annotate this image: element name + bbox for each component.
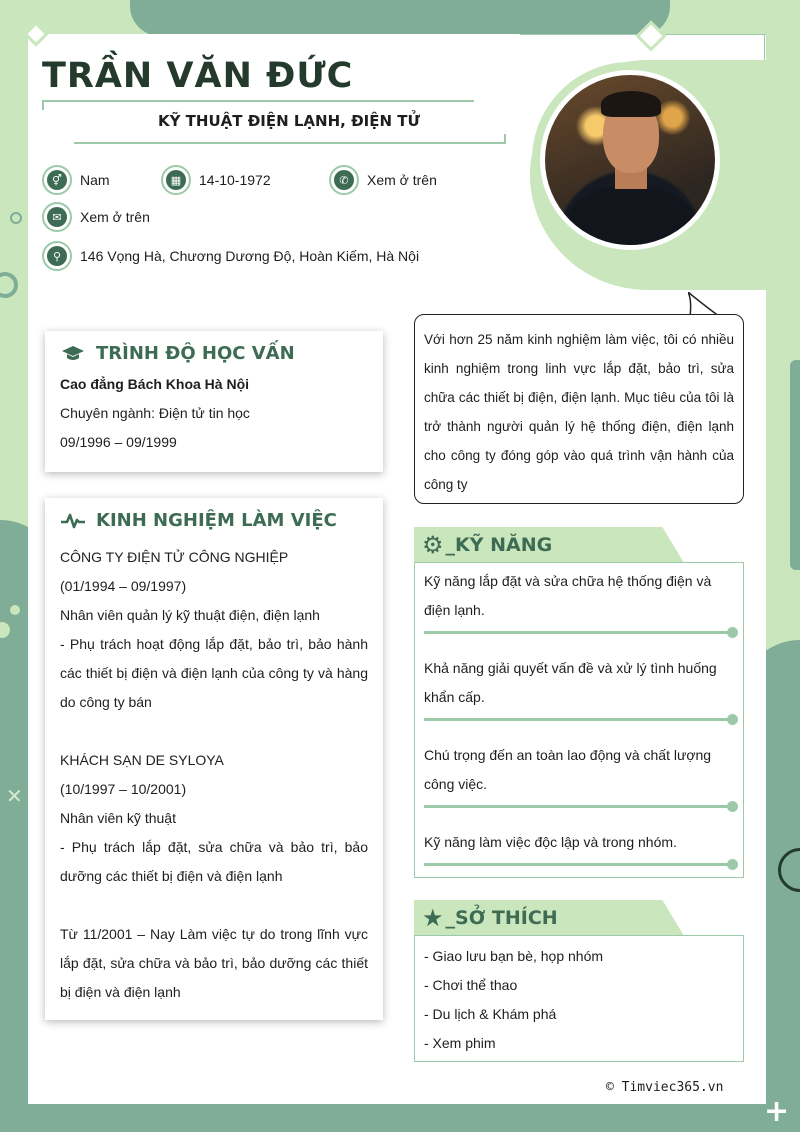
footer-watermark: © Timviec365.vn xyxy=(606,1080,724,1095)
skill-item xyxy=(424,567,734,634)
gear-icon: ⚙ xyxy=(422,531,444,559)
freelance-description: Từ 11/2001 – Nay Làm việc tự do trong lĩnh vực lắp đặt, sửa chữa và bảo trì, bảo dưỡng các thiết bị điện và điện lạnh xyxy=(60,926,368,1000)
skill-bar xyxy=(424,805,734,808)
skill-label: Khả năng giải quyết vấn đề và xử lý tình huống khẩn cấp. xyxy=(424,660,717,705)
phone-value: Xem ở trên xyxy=(367,172,437,188)
experience-heading-text: KINH NGHIỆM LÀM VIỆC xyxy=(96,510,337,531)
circle-decor xyxy=(10,212,22,224)
calendar-icon: ▦ xyxy=(161,165,191,195)
divider-tick xyxy=(42,100,44,110)
job-role: Nhân viên quản lý kỹ thuật điện, điện lạnh xyxy=(60,607,320,623)
job-role: Nhân viên kỹ thuật xyxy=(60,810,176,826)
contact-address xyxy=(42,241,419,271)
contact-phone xyxy=(329,165,437,195)
education-heading xyxy=(60,343,368,364)
cross-decor: ✕ xyxy=(6,784,23,808)
skill-label: Chú trọng đến an toàn lao động và chất lượng công việc. xyxy=(424,747,712,792)
school-name: Cao đẳng Bách Khoa Hà Nội xyxy=(60,376,250,392)
education-section xyxy=(45,331,383,472)
phone-icon: ✆ xyxy=(329,165,359,195)
hobby-item: - Du lịch & Khám phá xyxy=(424,1006,557,1022)
career-objective: Với hơn 25 năm kinh nghiệm làm việc, tôi có nhiều kinh nghiệm trong linh vực lắp đặt, bảo trì, sửa chữa các thiết bị điện, điện lạnh. Mục tiêu của tôi là trở thành người quản lý hệ thống điện, điện lạnh cho công ty đóng góp vào quá trình vận hành của công ty xyxy=(424,332,734,492)
divider-line xyxy=(42,100,474,102)
skills-heading-text: _KỸ NĂNG xyxy=(445,534,553,556)
divider-tick xyxy=(504,134,506,144)
skill-bar xyxy=(424,863,734,866)
plus-decor: + xyxy=(764,1094,790,1129)
circle-decor xyxy=(10,605,20,615)
education-heading-text: TRÌNH ĐỘ HỌC VẤN xyxy=(96,343,295,364)
study-period: 09/1996 – 09/1999 xyxy=(60,434,177,450)
address-value: 146 Vọng Hà, Chương Dương Độ, Hoàn Kiếm, Hà Nội xyxy=(80,248,420,264)
skill-label: Kỹ năng lắp đặt và sửa chữa hệ thống điện và điện lạnh. xyxy=(424,573,712,618)
bottom-decor-band xyxy=(0,1102,800,1132)
job-period: (01/1994 – 09/1997) xyxy=(60,578,187,594)
email-value: Xem ở trên xyxy=(80,209,150,225)
job-description: - Phụ trách hoạt động lắp đặt, bảo trì, bảo hành các thiết bị điện và điện lạnh của công ty và hàng do công ty bán xyxy=(60,636,368,710)
skill-item xyxy=(424,828,734,866)
graduation-cap-icon xyxy=(60,344,86,364)
career-objective-bubble xyxy=(414,314,744,504)
hobbies-heading-text: _SỞ THÍCH xyxy=(445,907,558,929)
avatar xyxy=(545,75,715,245)
hobbies-panel xyxy=(414,935,744,1062)
hobby-item: - Chơi thể thao xyxy=(424,977,518,993)
skills-heading xyxy=(414,527,684,563)
skill-item xyxy=(424,741,734,808)
contact-email xyxy=(42,202,150,232)
circle-decor xyxy=(0,272,18,298)
gender-icon: ⚥ xyxy=(42,165,72,195)
right-decor-strip xyxy=(790,360,800,570)
top-decor-band xyxy=(130,0,670,36)
pulse-icon xyxy=(60,511,86,531)
job-period: (10/1997 – 10/2001) xyxy=(60,781,187,797)
mail-icon: ✉ xyxy=(42,202,72,232)
hobbies-heading xyxy=(414,900,684,936)
skill-bar xyxy=(424,631,734,634)
job-description: - Phụ trách lắp đặt, sửa chữa và bảo trì, bảo dưỡng các thiết bị điện và điện lạnh xyxy=(60,839,368,884)
hobby-item: - Giao lưu bạn bè, họp nhóm xyxy=(424,948,604,964)
contact-gender xyxy=(42,165,110,195)
skill-bar xyxy=(424,718,734,721)
birthday-value: 14-10-1972 xyxy=(199,172,271,188)
hobby-item: - Xem phim xyxy=(424,1035,496,1051)
gender-value: Nam xyxy=(80,172,110,188)
skills-panel xyxy=(414,562,744,878)
skill-label: Kỹ năng làm việc độc lập và trong nhóm. xyxy=(424,834,677,850)
major: Chuyên ngành: Điện tử tin học xyxy=(60,405,250,421)
job-title: KỸ THUẬT ĐIỆN LẠNH, ĐIỆN TỬ xyxy=(157,112,421,130)
job-company: CÔNG TY ĐIỆN TỬ CÔNG NGHIỆP xyxy=(60,549,289,565)
contact-birthday xyxy=(161,165,271,195)
experience-heading xyxy=(60,510,368,531)
skill-item xyxy=(424,654,734,721)
location-pin-icon: ⚲ xyxy=(42,241,72,271)
divider-line xyxy=(74,142,506,144)
star-icon: ★ xyxy=(422,904,444,932)
experience-section xyxy=(45,498,383,1020)
candidate-name: TRẦN VĂN ĐỨC xyxy=(42,56,354,96)
job-company: KHÁCH SẠN DE SYLOYA xyxy=(60,752,224,768)
